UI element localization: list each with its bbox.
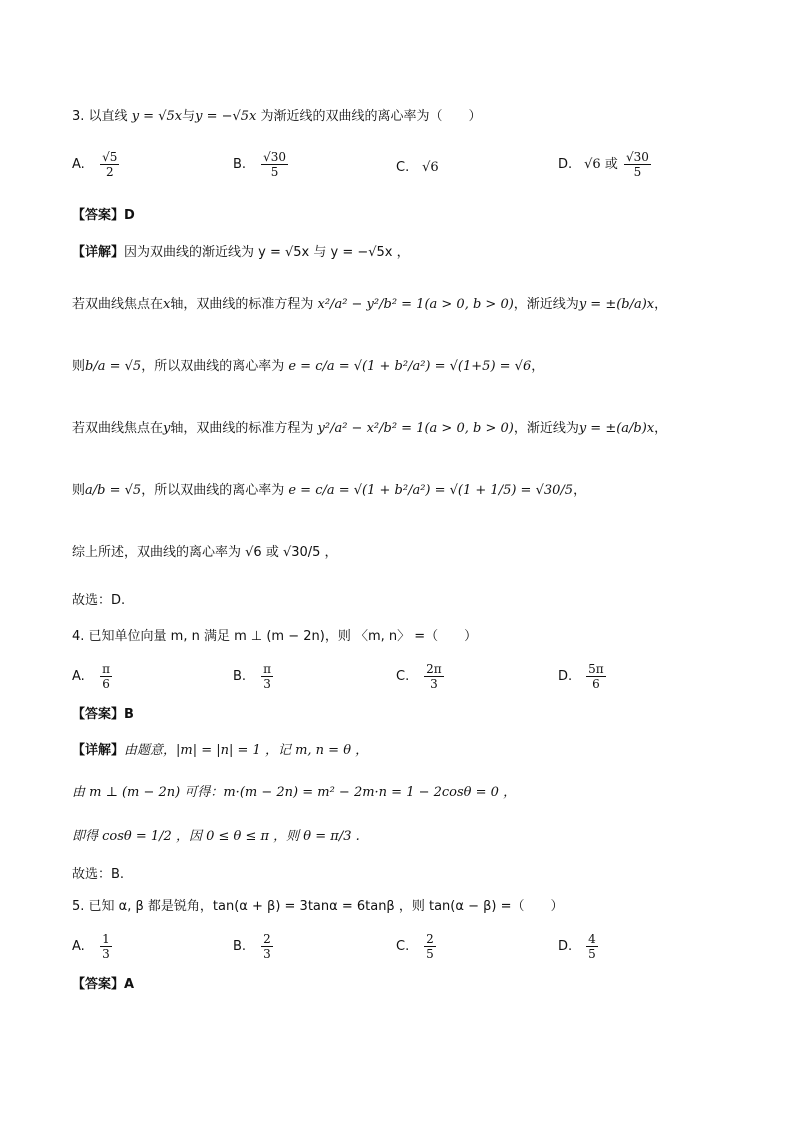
- q3-detail-1: 【详解】因为双曲线的渐近线为 y = √5x 与 y = −√5x ，: [72, 245, 410, 260]
- q5-option-c: C. $\frac{2}{5}$: [396, 932, 434, 961]
- q4-detail-2: 由 m ⊥ (m − 2n) 可得：m·(m − 2n) = m² − 2m·n = 1 − 2cosθ = 0 ，: [72, 785, 517, 800]
- q3-option-c: C. √6: [396, 160, 439, 175]
- q3-detail-4: 若双曲线焦点在y轴，双曲线的标准方程为 y²/a² − x²/b² = 1(a > 0, b > 0)，渐近线为y = ±(a/b)x，: [72, 421, 668, 436]
- q3-option-b: B. $\frac{√30}{5}$: [233, 150, 287, 179]
- q4-answer: 【答案】B: [72, 707, 134, 722]
- q3-detail-6: 综上所述，双曲线的离心率为 √6 或 √30/5 ，: [72, 545, 338, 560]
- q4-stem: 4. 已知单位向量 m, n 满足 m ⊥ (m − 2n)，则 〈m, n〉 =（ ）: [72, 629, 478, 644]
- q4-option-d: D. $\frac{5\pi}{6}$: [558, 662, 604, 691]
- q3-detail-3: 则b/a = √5，所以双曲线的离心率为 e = c/a = √(1 + b²/a²) = √(1+5) = √6，: [72, 359, 545, 374]
- q3-choose: 故选：D.: [72, 593, 126, 608]
- q4-choose: 故选：B.: [72, 867, 125, 882]
- q3-option-a: A. $\frac{√5}{2}$: [72, 150, 118, 179]
- q5-option-a: A. $\frac{1}{3}$: [72, 932, 110, 961]
- q5-option-d: D. $\frac{4}{5}$: [558, 932, 596, 961]
- q4-option-c: C. $\frac{2\pi}{3}$: [396, 662, 442, 691]
- q4-option-b: B. $\frac{\pi}{3}$: [233, 662, 272, 691]
- q5-answer: 【答案】A: [72, 977, 135, 992]
- q3-detail-2: 若双曲线焦点在x轴，双曲线的标准方程为 x²/a² − y²/b² = 1(a > 0, b > 0)，渐近线为y = ±(b/a)x，: [72, 297, 668, 312]
- q3-option-d: D. √6 或 $\frac{√30}{5}$: [558, 150, 649, 179]
- q5-stem: 5. 已知 α, β 都是锐角，tan(α + β) = 3tanα = 6tanβ ，则 tan(α − β) =（ ）: [72, 899, 564, 914]
- q3-stem: 3. 以直线 y = √5x与y = −√5x 为渐近线的双曲线的离心率为（ ）: [72, 109, 482, 124]
- q3-detail-5: 则a/b = √5，所以双曲线的离心率为 e = c/a = √(1 + b²/a²) = √(1 + 1/5) = √30/5，: [72, 483, 587, 498]
- q5-option-b: B. $\frac{2}{3}$: [233, 932, 271, 961]
- q4-detail-1: 【详解】由题意，|m| = |n| = 1 ，记 m, n = θ ，: [72, 743, 369, 758]
- q4-detail-3: 即得 cosθ = 1/2 ，因 0 ≤ θ ≤ π ，则 θ = π/3 .: [72, 829, 360, 844]
- q3-answer: 【答案】D: [72, 208, 135, 223]
- q4-option-a: A. $\frac{\pi}{6}$: [72, 662, 111, 691]
